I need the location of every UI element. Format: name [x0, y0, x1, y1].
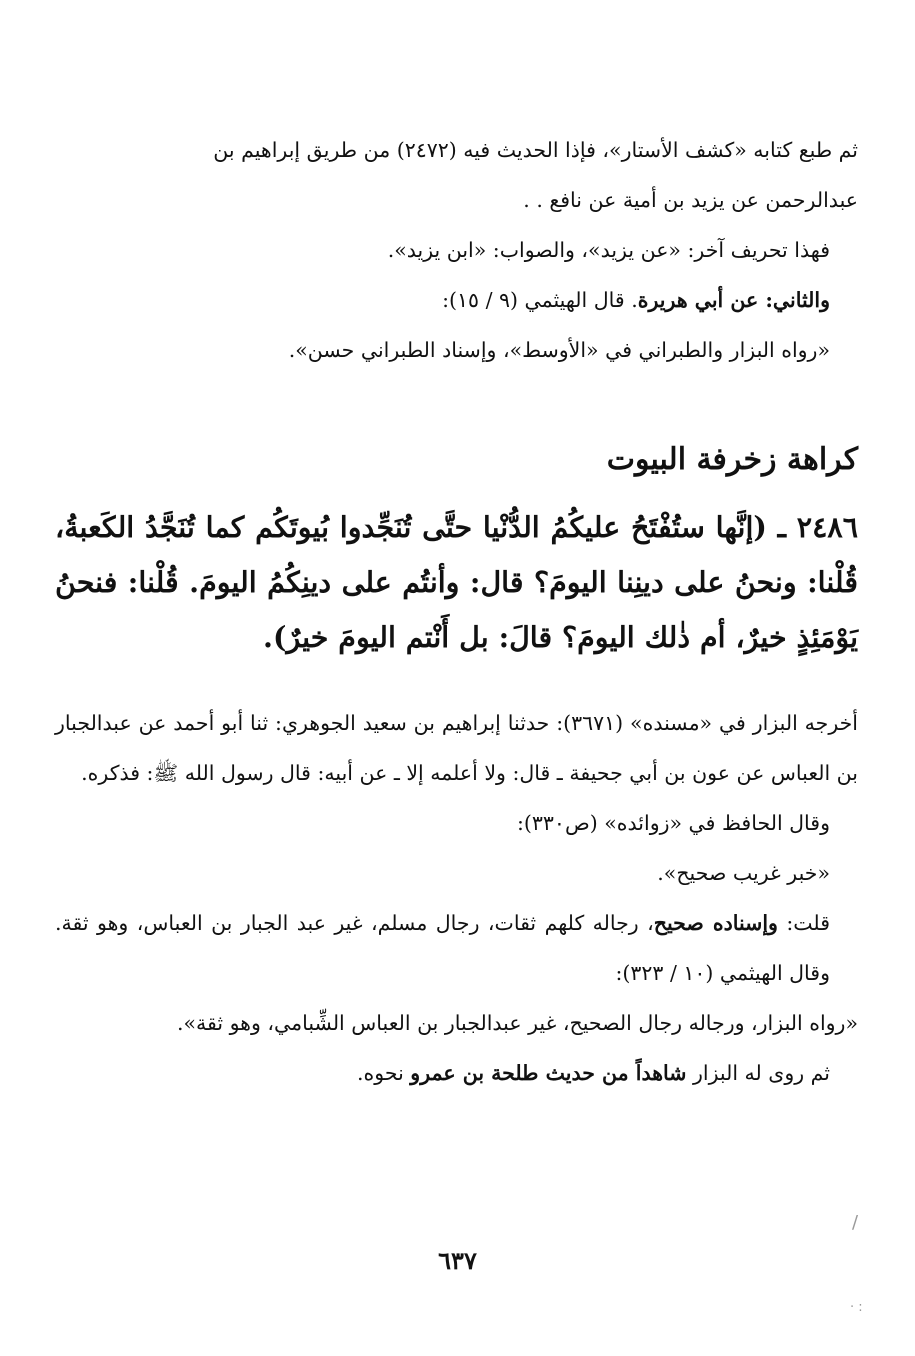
section-heading-block — [55, 438, 858, 482]
thumma-rest: نحوه. — [356, 1061, 411, 1085]
section-title: كراهة زخرفة البيوت — [606, 442, 858, 477]
thumma-line — [55, 1048, 858, 1098]
second-narration-rest: . قال الهيثمي (٩ / ١٥): — [442, 288, 638, 312]
hafiz-line: وقال الحافظ في «زوائده» (ص٣٣٠): — [517, 811, 830, 835]
khabar-line: «خبر غريب صحيح». — [657, 861, 830, 885]
commentary-section — [55, 698, 858, 1098]
qultu-rest: ، رجاله كلهم ثقات، رجال مسلم، غير عبد الجبار بن العباس، وهو ثقة. وقال الهيثمي (١٠ / ٣٢٣): — [55, 911, 830, 985]
haythami-quote-1: «رواه البزار والطبراني في «الأوسط»، وإسناد الطبراني حسن». — [288, 338, 830, 362]
intro-line-2: عبدالرحمن عن يزيد بن أمية عن نافع . . — [523, 188, 858, 212]
thumma-prefix: ثم روى له البزار — [686, 1061, 830, 1085]
second-narration-label: والثاني: عن أبي هريرة — [637, 288, 830, 312]
second-narration — [55, 275, 858, 325]
takhrij-paragraph: أخرجه البزار في «مسنده» (٣٦٧١): حدثنا إبراهيم بن سعيد الجوهري: ثنا أبو أحمد عن عبدالجبار بن العباس عن عون بن أبي جحيفة ـ قال: ولا أعلمه إلا ـ عن أبيه: قال رسول الله ﷺ: فذكره. — [55, 711, 858, 785]
qultu-prefix: قلت: — [777, 911, 830, 935]
hadith-block — [55, 500, 858, 665]
page-number: ٦٣٧ — [438, 1246, 477, 1275]
qultu-bold: وإسناده صحيح — [653, 911, 778, 935]
tahrif-note: فهذا تحريف آخر: «عن يزيد»، والصواب: «ابن يزيد». — [387, 238, 830, 262]
riwayah-paragraph: «رواه البزار، ورجاله رجال الصحيح، غير عبدالجبار بن العباس الشِّبامي، وهو ثقة». — [176, 1011, 858, 1035]
intro-section — [55, 125, 858, 375]
thumma-bold: شاهداً من حديث طلحة بن عمرو — [410, 1061, 687, 1085]
hadith-text: ٢٤٨٦ ـ (إنَّها ستُفْتَحُ عليكُمُ الدُّنْيا حتَّى تُنَجِّدوا بُيوتَكُم كما تُنَجَّدُ الكَعبةُ، قُلْنا: ونحنُ على دينِنا اليومَ؟ قال: وأنتُم على دينِكُمُ اليومَ. قُلْنا: فنحنُ يَوْمَئِذٍ خيرٌ، أم ذٰلك اليومَ؟ قالَ: بل أَنْتم اليومَ خيرٌ). — [55, 510, 858, 654]
intro-line-1: ثم طبع كتابه «كشف الأستار»، فإذا الحديث فيه (٢٤٧٢) من طريق إبراهيم بن — [213, 138, 858, 162]
qultu-paragraph — [55, 898, 858, 998]
scan-speck-mark: / — [852, 1212, 859, 1233]
scan-speck-dots: · : — [850, 1300, 863, 1315]
